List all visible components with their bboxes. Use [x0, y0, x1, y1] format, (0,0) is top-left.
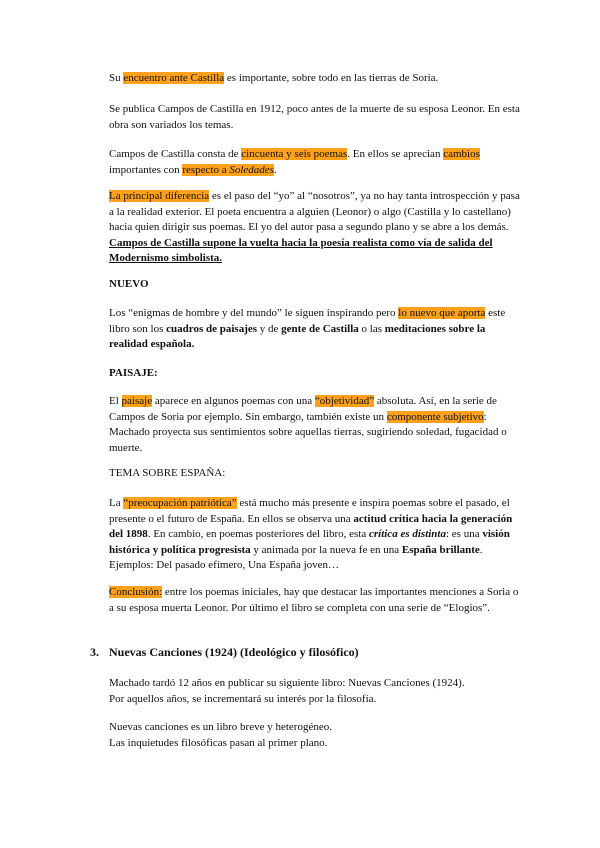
text: y animada por la nueva fe en una [250, 543, 402, 556]
highlight-respecto: respecto a [182, 163, 230, 176]
text: aparece en algunos poemas con una [152, 395, 315, 407]
paragraph-diferencia [109, 189, 521, 267]
highlight-nuevo: lo nuevo que aporta [398, 307, 486, 319]
highlight-subjetivo: componente subjetivo [386, 410, 484, 423]
highlight-patriotica: “preocupación patriótica” [123, 497, 237, 509]
text-line: Machado tardó 12 años en publicar su siguiente libro: Nuevas Canciones (1924). [109, 677, 465, 689]
section-heading-nuevas-canciones [90, 645, 530, 661]
highlight-paisaje: paisaje [121, 395, 153, 407]
paragraph-conclusion [109, 585, 521, 616]
section-number: 3. [90, 645, 99, 659]
text: . En cambio, en poemas posteriores del libro, esta [147, 528, 369, 540]
text: está mucho más presente e inspira poemas sobre el pasado, el presente o el futuro de España. En ellos se observa una [109, 497, 510, 525]
text: este libro son los [109, 307, 506, 335]
paragraph-machado-tardo [109, 676, 521, 707]
text: . [273, 163, 277, 176]
paragraph-paisaje [109, 394, 521, 456]
bold-text: visión histórica y política progresista [109, 528, 510, 556]
text-line: Nuevas canciones es un libro breve y heterogéneo. [109, 721, 332, 733]
paragraph-nuevo [109, 306, 521, 353]
highlight-objetividad: “objetividad” [314, 395, 375, 407]
text: absoluta. Así, en la serie de Campos de Soria por ejemplo. Sin embargo, también existe un [109, 395, 497, 423]
bold-text: España brillante [401, 543, 480, 556]
text-line: Por aquellos años, se incrementará su interés por la filosofía. [109, 692, 377, 705]
text: o las [358, 322, 385, 335]
highlight-encuentro: encuentro ante Castilla [123, 72, 225, 84]
highlight-poemas: cincuenta y seis poemas [241, 148, 348, 160]
text: Se publica Campos de Castilla en 1912, poco antes de la muerte de su esposa Leonor. En esta obra son variados los temas. [109, 103, 520, 131]
paragraph-consta [109, 147, 521, 178]
text: entre los poemas iniciales, hay que destacar las importantes menciones a Soria o a su esposa muerta Leonor. Por último el libro se completa con una serie de “Elogios”. [109, 586, 519, 614]
bold-text: actitud crítica hacia la generación del 1898 [109, 512, 513, 540]
bold-text: cuadros de paisajes [166, 322, 258, 335]
text: La [109, 497, 124, 509]
highlight-soledades: Soledades [229, 163, 274, 176]
text: . En ellos se aprecian [347, 148, 444, 160]
text: El [109, 395, 122, 407]
text: . Ejemplos: Del pasado efímero, Una España joven… [109, 543, 483, 571]
text: es el paso del “yo” al “nosotros”, ya no hay tanta introspección y pasa a la realidad exterior. El poeta encuentra a alguien (Leonor) o algo (Castilla y lo castellano) hacia quien dirigir sus poemas. El yo del autor pasa a segundo plano y se abre a los demás. [109, 190, 520, 233]
section-title: Nuevas Canciones (1924) (Ideológico y filosófico) [109, 645, 359, 659]
text: Los “enigmas de hombre y del mundo” le siguen inspirando pero [109, 307, 399, 319]
text-line: Las inquietudes filosóficas pasan al primer plano. [109, 736, 328, 749]
heading-nuevo: NUEVO [109, 278, 149, 290]
paragraph-espana [109, 496, 521, 574]
bold-text: meditaciones sobre la realidad española. [109, 322, 486, 350]
bold-underline-text: Campos de Castilla supone la vuelta hacia la poesía realista como vía de salida del Modernismo simbolista. [109, 236, 493, 264]
highlight-cambios: cambios [443, 148, 480, 160]
text: importantes con [109, 163, 183, 176]
text: : Machado proyecta sus sentimientos sobre aquellas tierras, sugiriendo soledad, fugacidad o muerte. [109, 410, 507, 454]
paragraph-libro-breve [109, 720, 521, 751]
heading-paisaje: PAISAJE: [109, 367, 158, 379]
highlight-diferencia: La principal diferencia [109, 190, 210, 202]
text: Su [109, 72, 124, 84]
text: Campos de Castilla consta de [109, 148, 242, 160]
paragraph-publicacion [109, 102, 521, 133]
text: : es una [445, 528, 483, 540]
text: es importante, sobre todo en las tierras de Soria. [224, 72, 439, 84]
paragraph-encuentro [109, 71, 521, 87]
highlight-conclusion: Conclusión: [109, 586, 163, 598]
bold-text: gente de Castilla [281, 322, 359, 335]
text: y de [257, 322, 282, 335]
bold-italic-text: crítica es distinta [368, 528, 446, 540]
heading-tema-espana: TEMA SOBRE ESPAÑA: [109, 467, 226, 479]
